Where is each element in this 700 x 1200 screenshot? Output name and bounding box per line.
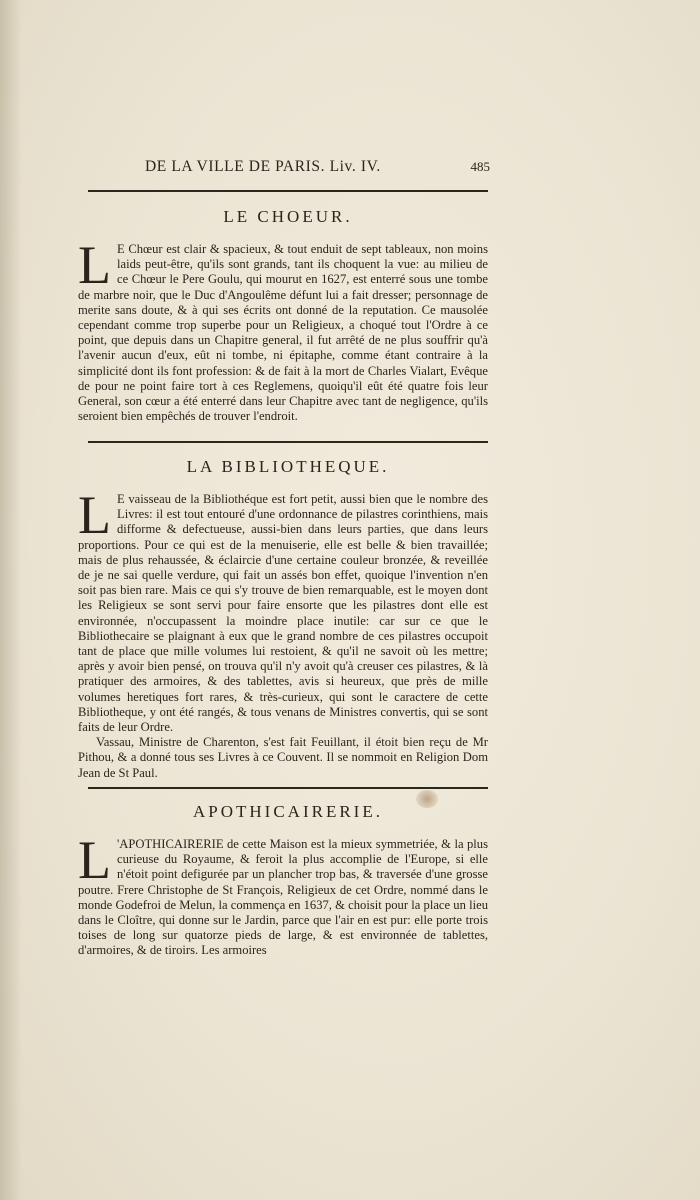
section-heading-bibliotheque: LA BIBLIOTHEQUE. [186, 457, 390, 476]
section-rule [88, 787, 488, 789]
page-number: 485 [470, 159, 490, 174]
paragraph: E Chœur est clair & spacieux, & tout enduit de sept tableaux, non moins laids peut-être, qu'ils sont grands, tant ils choquent la vue: au milieu de ce Chœur le Pere Goulu, qui mourut en 1627, est enterré sous une tombe de marbre noir, que le Duc d'Angoulême défunt lui a fait dresser; personnage de merite sans doute, & à qui ses écrits ont donné de la reputation. Ce mausolée cependant comme trop superbe pour un Religieux, a choqué tout l'Ordre à ce point, que depuis dans un Chapitre general, il fut arrêté de ne plus souffrir qu'à l'avenir aucun d'eux, eût ni tombe, ni épitaphe, comme étant contraire à la simplicité dont ils font profession: & de fait à la mort de Charles Vialart, Evêque de pour ne point faire tort à ces Reglemens, quoiqu'il eût été quatre fois leur General, son cœur a été enterré dans leur Chapitre avec tant de negligence, qu'ils seroient bien empêchés de trouver l'endroit. [78, 242, 488, 424]
section-heading-choeur: LE CHOEUR. [223, 207, 353, 226]
section-body-bibliotheque [78, 485, 488, 781]
running-head [145, 158, 490, 176]
drop-cap: L [78, 830, 111, 890]
header-rule [88, 190, 488, 192]
paragraph-block [78, 485, 488, 735]
section-rule [88, 441, 488, 443]
paragraph: 'APOTHICAIRERIE de cette Maison est la mieux symmetriée, & la plus curieuse du Royaume, & feroit la plus accomplie de l'Europe, si elle n'étoit point defigurée par un plancher trop bas, & traversée d'une grosse poutre. Frere Christophe de St François, Religieux de cet Ordre, nommé dans le monde Godefroi de Melun, la commença en 1637, & choisit pour la place un lieu dans le Cloître, qui donne sur le Jardin, parce que l'air en est pur: elle porte trois toises de long sur quatorze pieds de large, & est environnée de tablettes, d'armoires, & de tiroirs. Les armoires [78, 837, 488, 958]
running-title: DE LA VILLE DE PARIS. Liv. IV. [145, 158, 381, 175]
paragraph: Vassau, Ministre de Charenton, s'est fait Feuillant, il étoit bien reçu de Mr Pithou, & a donné tous ses Livres à ce Couvent. Il se nommoit en Religion Dom Jean de St Paul. [78, 735, 488, 780]
paragraph: E vaisseau de la Bibliothéque est fort petit, aussi bien que le nombre des Livres: il est tout entouré d'une ordonnance de pilastres corinthiens, mais difforme & defectueuse, aussi-bien dans leurs parties, que dans leurs proportions. Pour ce qui est de la menuiserie, elle est belle & bien travaillée; mais de plus rehaussée, & éclaircie d'une certaine couleur bronzée, & reveillée de je ne sai quelle verdure, qui fait un assés bon effet, quoique l'invention n'en soit pas bien rare. Mais ce qui s'y trouve de bien remarquable, est le moyen dont les Religieux se sont servi pour faire ensorte que les pilastres dont elle est environnée, n'occupassent la moindre place inutile: car sur ce que le Bibliothecaire se plaignant à eux que le grand nombre de ces pilastres occupoit tant de place que mille volumes lui restoient, & qu'il ne savoit où les mettre; après y avoir bien pensé, on trouva qu'il n'y avoit qu'à creuser ces pilastres, & là pratiquer des armoires, & des tablettes, avis si heureux, que près de mille volumes heretiques fort rares, & très-curieux, qui sont le caractere de cette Bibliotheque, y ont été rangés, & tous venans de Ministres convertis, qui se sont faits de leur Ordre. [78, 492, 488, 735]
drop-cap: L [78, 485, 111, 545]
section-heading-apothicairerie: APOTHICAIRERIE. [193, 802, 383, 821]
section-body-apothicairerie [78, 830, 488, 959]
drop-cap: L [78, 235, 111, 295]
section-body-choeur [78, 235, 488, 424]
